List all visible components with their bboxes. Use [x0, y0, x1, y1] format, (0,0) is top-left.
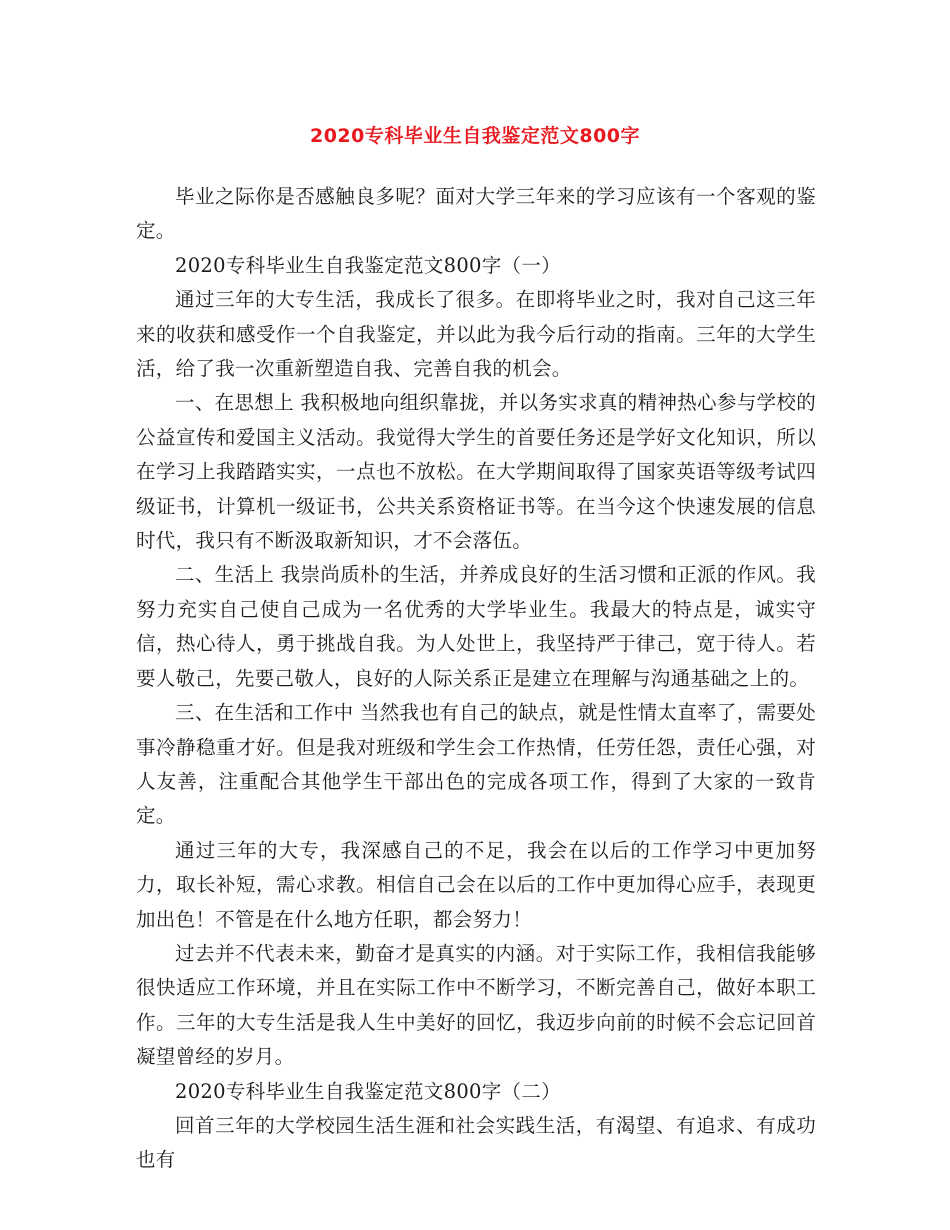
section-heading-1: 2020专科毕业生自我鉴定范文800字（一）: [175, 253, 561, 277]
paragraph-intro: 毕业之际你是否感触良多呢？面对大学三年来的学习应该有一个客观的鉴定。: [136, 185, 816, 243]
paragraph-work: 三、在生活和工作中 当然我也有自己的缺点，就是性情太直率了，需要处事冷静稳重才好。但是我对班级和学生会工作热情，任劳任怨，责任心强，对人友善，注重配合其他学生干部出色的完成各项工作，得到了大家的一致肯定。: [136, 701, 816, 828]
section-heading-2: 2020专科毕业生自我鉴定范文800字（二）: [175, 1079, 561, 1103]
document-title: 2020专科毕业生自我鉴定范文800字: [309, 125, 641, 147]
paragraph-thought: 一、在思想上 我积极地向组织靠拢，并以务实求真的精神热心参与学校的公益宣传和爱国主义活动。我觉得大学生的首要任务还是学好文化知识，所以在学习上我踏踏实实，一点也不放松。在大学期间取得了国家英语等级考试四级证书，计算机一级证书，公共关系资格证书等。在当今这个快速发展的信息时代，我只有不断汲取新知识，才不会落伍。: [136, 391, 816, 553]
paragraph: 过去并不代表未来，勤奋才是真实的内涵。对于实际工作，我相信我能够很快适应工作环境，并且在实际工作中不断学习，不断完善自己，做好本职工作。三年的大专生活是我人生中美好的回忆，我迈步向前的时候不会忘记回首凝望曾经的岁月。: [136, 941, 816, 1069]
paragraph: 通过三年的大专，我深感自己的不足，我会在以后的工作学习中更加努力，取长补短，需心求教。相信自己会在以后的工作中更加得心应手，表现更加出色！不管是在什么地方任职，都会努力！: [136, 838, 816, 931]
paragraph: 回首三年的大学校园生活生涯和社会实践生活，有渴望、有追求、有成功也有: [136, 1113, 816, 1172]
paragraph-life: 二、生活上 我崇尚质朴的生活，并养成良好的生活习惯和正派的作风。我努力充实自己使自己成为一名优秀的大学毕业生。我最大的特点是，诚实守信，热心待人，勇于挑战自我。为人处世上，我坚持严于律己，宽于待人。若要人敬己，先要己敬人，良好的人际关系正是建立在理解与沟通基础之上的。: [136, 563, 816, 690]
paragraph: 通过三年的大专生活，我成长了很多。在即将毕业之时，我对自己这三年来的收获和感受作一个自我鉴定，并以此为我今后行动的指南。三年的大学生活，给了我一次重新塑造自我、完善自我的机会。: [136, 288, 816, 381]
document-body: [136, 180, 816, 1178]
